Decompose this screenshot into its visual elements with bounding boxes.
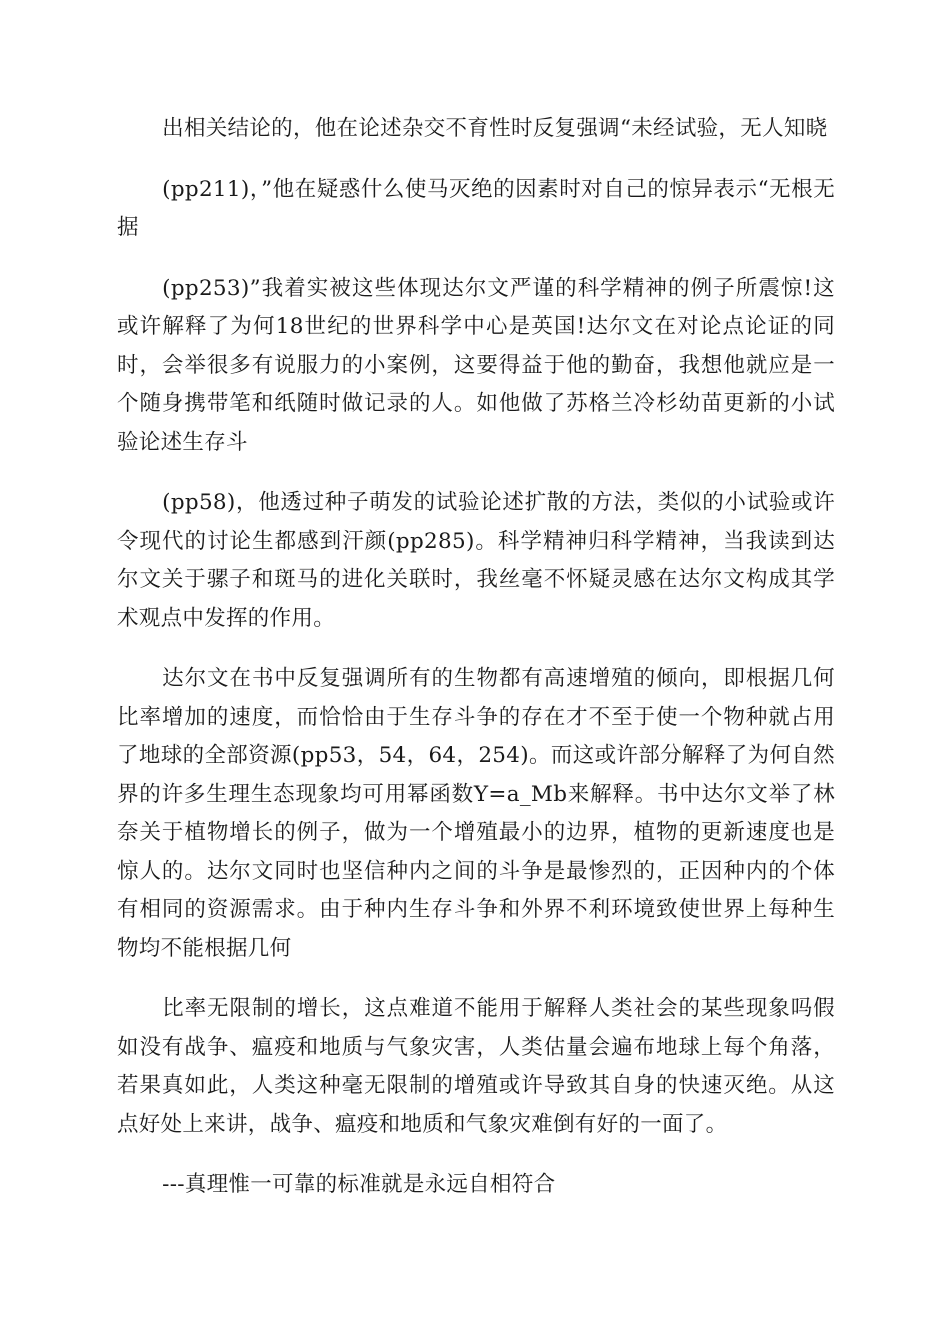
paragraph: 出相关结论的，他在论述杂交不育性时反复强调“未经试验，无人知晓 — [162, 116, 828, 141]
paragraph: (pp253)”我着实被这些体现达尔文严谨的科学精神的例子所震惊!这或许解释了为何18世纪的世界科学中心是英国!达尔文在对论点论证的同时，会举很多有说服力的小案例，这要得益于他的勤奋，我想他就应是一个随身携带笔和纸随时做记录的人。如他做了苏格兰冷杉幼苗更新的小试验论述生存斗 — [117, 275, 835, 455]
paragraph: (pp211)，”他在疑惑什么使马灭绝的因素时对自己的惊异表示“无根无据 — [117, 176, 835, 240]
closing-quote: ---真理惟一可靠的标准就是永远自相符合 — [162, 1172, 556, 1197]
paragraph: 达尔文在书中反复强调所有的生物都有高速增殖的倾向，即根据几何比率增加的速度，而恰恰由于生存斗争的存在才不至于使一个物种就占用了地球的全部资源(pp53，54，64，254)。而这或许部分解释了为何自然界的许多生理生态现象均可用幂函数Y=a_Mb来解释。书中达尔文举了林奈关于植物增长的例子，做为一个增殖最小的边界，植物的更新速度也是惊人的。达尔文同时也坚信种内之间的斗争是最惨烈的，正因种内的个体有相同的资源需求。由于种内生存斗争和外界不利环境致使世界上每种生物均不能根据几何 — [117, 666, 835, 961]
paragraph: 比率无限制的增长，这点难道不能用于解释人类社会的某些现象吗假如没有战争、瘟疫和地质与气象灾害，人类估量会遍布地球上每个角落，若果真如此，人类这种毫无限制的增殖或许导致其自身的快速灭绝。从这点好处上来讲，战争、瘟疫和地质和气象灾难倒有好的一面了。 — [117, 996, 835, 1137]
document-body — [117, 110, 835, 1205]
paragraph: (pp58)，他透过种子萌发的试验论述扩散的方法，类似的小试验或许令现代的讨论生都感到汗颜(pp285)。科学精神归科学精神，当我读到达尔文关于骡子和斑马的进化关联时，我丝毫不怀疑灵感在达尔文构成其学术观点中发挥的作用。 — [117, 490, 835, 631]
